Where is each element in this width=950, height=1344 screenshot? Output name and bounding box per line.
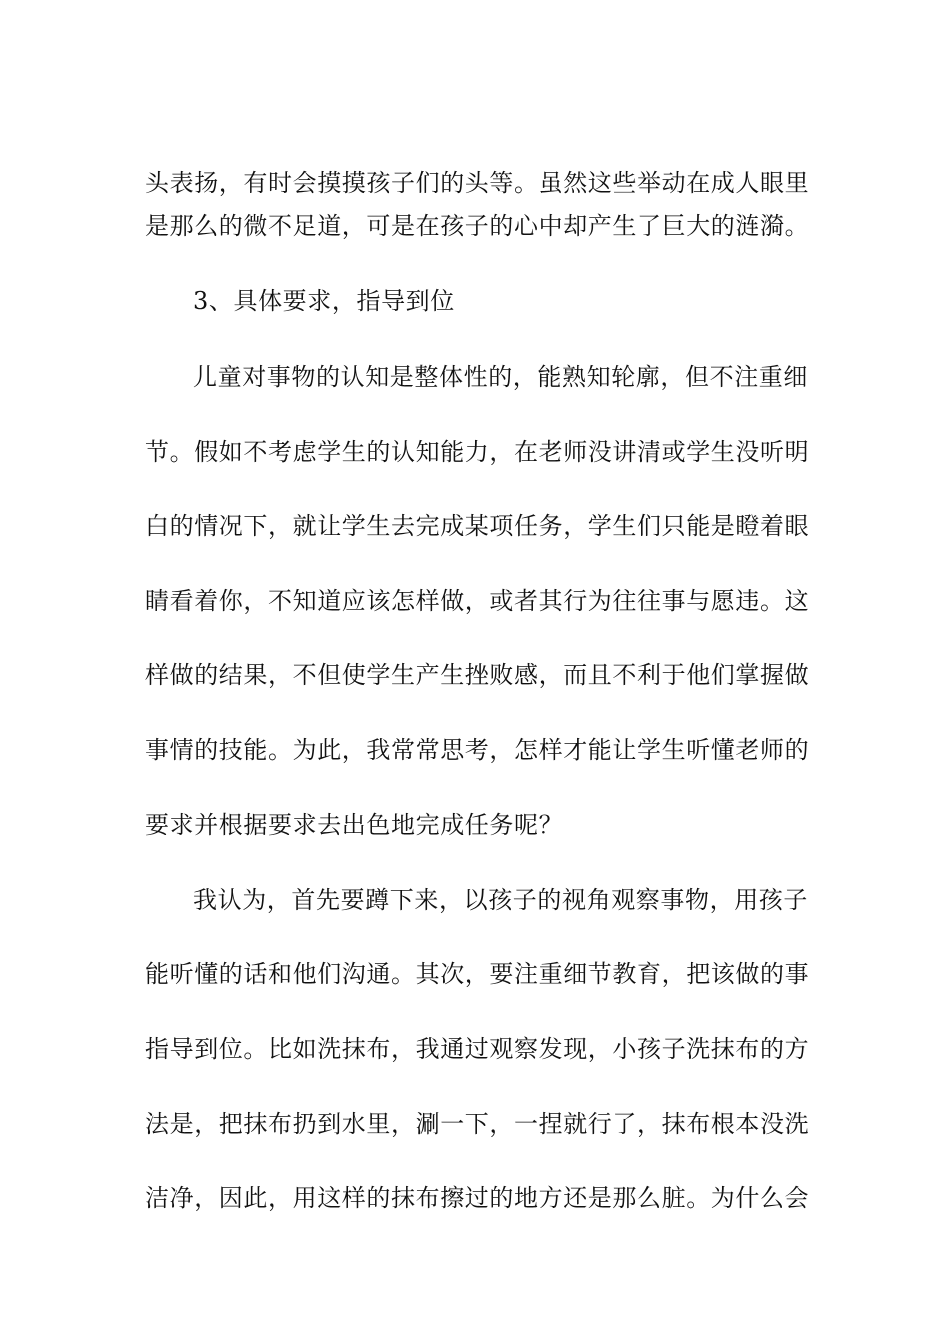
text-line-7: 睛看着你，不知道应该怎样做，或者其行为往往事与愿违。这 bbox=[145, 587, 810, 615]
text-line-8: 样做的结果，不但使学生产生挫败感，而且不利于他们掌握做 bbox=[145, 661, 810, 689]
text-line-12: 能听懂的话和他们沟通。其次，要注重细节教育，把该做的事 bbox=[145, 960, 810, 988]
text-line-6: 白的情况下，就让学生去完成某项任务，学生们只能是瞪着眼 bbox=[145, 512, 810, 540]
text-line-2: 是那么的微不足道，可是在孩子的心中却产生了巨大的涟漪。 bbox=[145, 212, 810, 240]
text-line-11: 我认为，首先要蹲下来，以孩子的视角观察事物，用孩子 bbox=[193, 886, 808, 914]
text-line-4: 儿童对事物的认知是整体性的，能熟知轮廓，但不注重细 bbox=[193, 363, 808, 391]
text-line-13: 指导到位。比如洗抹布，我通过观察发现，小孩子洗抹布的方 bbox=[145, 1035, 810, 1063]
text-line-10: 要求并根据要求去出色地完成任务呢？ bbox=[145, 811, 564, 839]
text-line-15: 洁净，因此，用这样的抹布擦过的地方还是那么脏。为什么会 bbox=[145, 1184, 810, 1212]
text-line-1: 头表扬，有时会摸摸孩子们的头等。虽然这些举动在成人眼里 bbox=[145, 169, 810, 197]
text-line-14: 法是，把抹布扔到水里，涮一下，一捏就行了，抹布根本没洗 bbox=[145, 1110, 810, 1138]
text-line-5: 节。假如不考虑学生的认知能力，在老师没讲清或学生没听明 bbox=[145, 438, 810, 466]
section-heading: 3、具体要求，指导到位 bbox=[193, 287, 455, 315]
text-line-9: 事情的技能。为此，我常常思考，怎样才能让学生听懂老师的 bbox=[145, 736, 810, 764]
